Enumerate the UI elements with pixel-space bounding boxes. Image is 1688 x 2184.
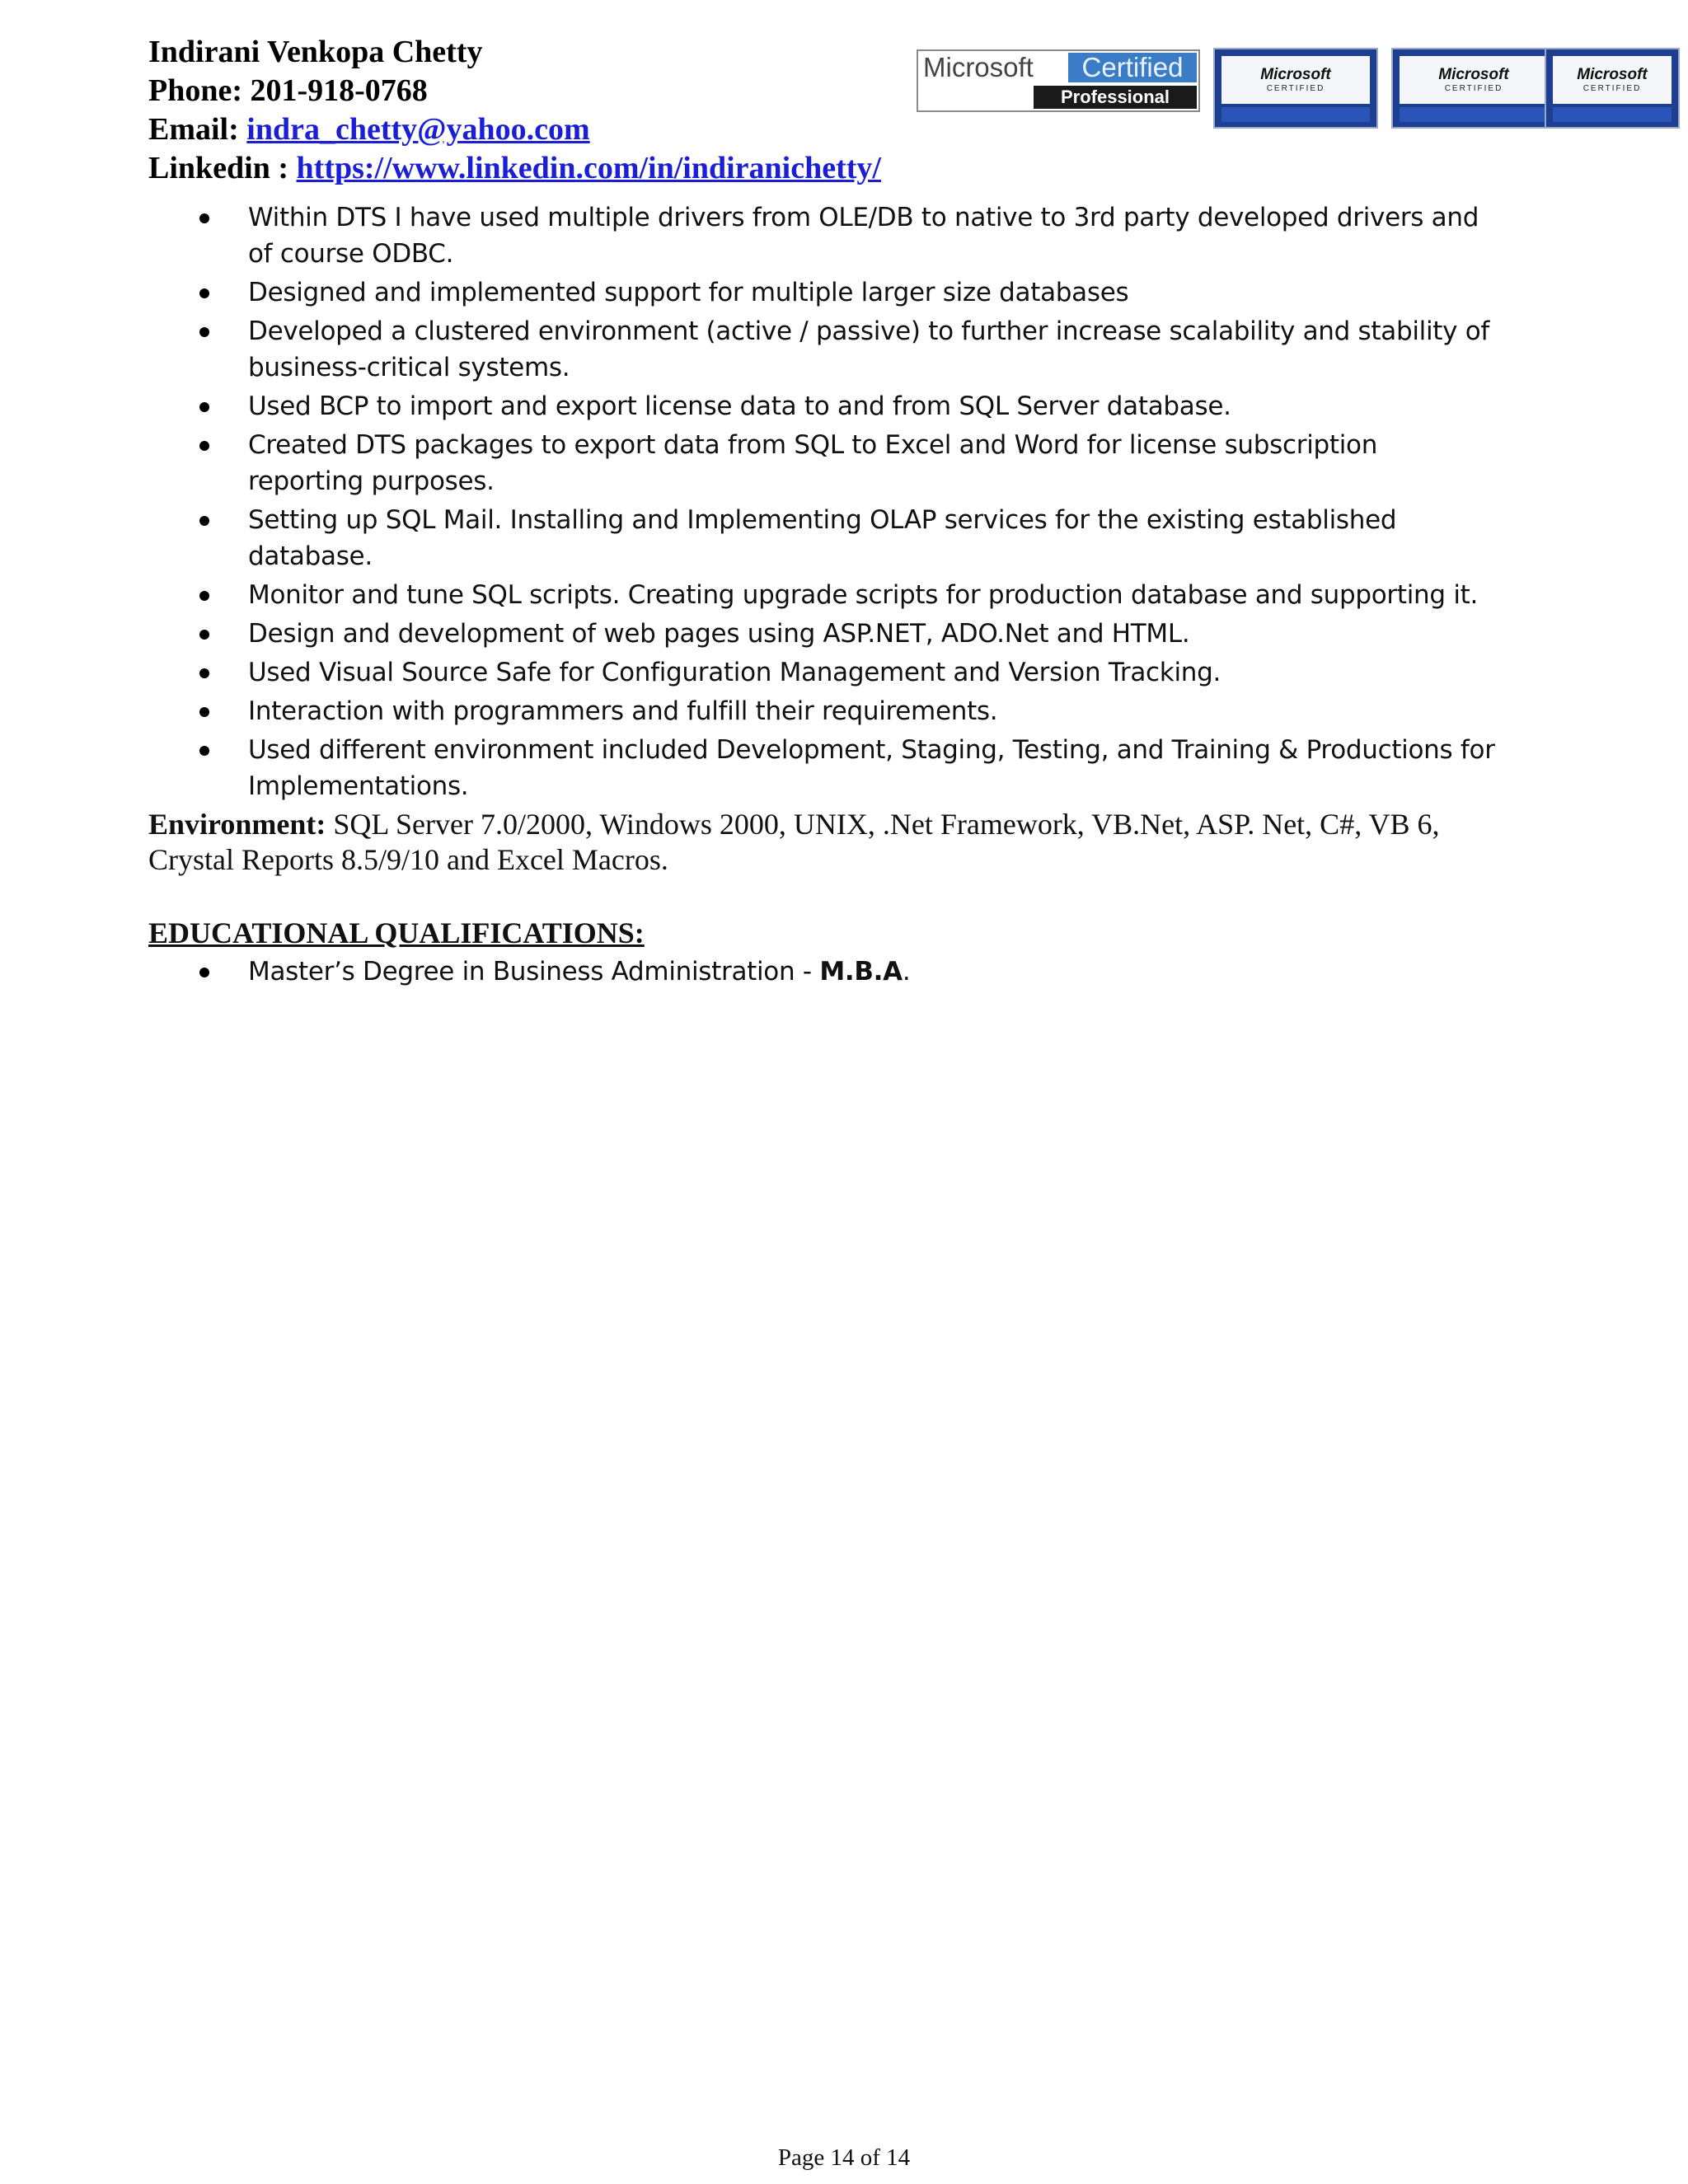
list-item: Developed a clustered environment (active / passive) to further increase scalability and stability of business-critical systems.	[148, 313, 1500, 386]
bullet-icon	[199, 668, 209, 678]
bullet-icon	[199, 402, 209, 412]
mcp-badge-2-logo: Microsoft	[1438, 66, 1509, 83]
degree-text: Master’s Degree in Business Administration -	[248, 957, 820, 987]
linkedin-label: Linkedin :	[148, 151, 289, 185]
bullet-icon	[199, 288, 209, 298]
environment-paragraph	[148, 807, 1484, 878]
linkedin-link[interactable]: https://www.linkedin.com/in/indiranichetty/	[296, 151, 881, 185]
education-list	[148, 954, 1500, 990]
list-item: Used different environment included Development, Staging, Testing, and Training & Productions for Implementations.	[148, 732, 1500, 804]
badge-professional-text: Professional	[1034, 86, 1197, 109]
linkedin-line	[148, 149, 881, 188]
bullet-icon	[199, 516, 209, 526]
environment-label: Environment:	[148, 808, 326, 841]
candidate-name: Indirani Venkopa Chetty	[148, 35, 483, 69]
responsibilities-list	[148, 199, 1500, 804]
mcp-badge-3-logo: Microsoft	[1577, 66, 1648, 83]
page-number: Page 14 of 14	[777, 2144, 911, 2171]
badge-microsoft-text: Microsoft	[923, 52, 1034, 82]
resume-content	[148, 199, 1500, 992]
mcp-badge-1-logo: Microsoft	[1260, 66, 1331, 83]
phone-line	[148, 72, 881, 110]
environment-text: SQL Server 7.0/2000, Windows 2000, UNIX, .Net Framework, VB.Net, ASP. Net, C#, VB 6, Crystal Reports 8.5/9/10 and Excel Macros.	[148, 808, 1440, 876]
badge-certified-text: Certified	[1068, 53, 1197, 82]
bullet-icon	[199, 630, 209, 640]
phone-number: 201-918-0768	[250, 73, 428, 108]
list-item: Within DTS I have used multiple drivers from OLE/DB to native to 3rd party developed drivers and of course ODBC.	[148, 199, 1500, 272]
list-item: Monitor and tune SQL scripts. Creating upgrade scripts for production database and supporting it.	[148, 577, 1500, 613]
list-item: Design and development of web pages using ASP.NET, ADO.Net and HTML.	[148, 616, 1500, 652]
mcp-badge-3	[1545, 48, 1680, 129]
list-item: Master’s Degree in Business Administration - M.B.A.	[148, 954, 1500, 990]
bullet-icon	[199, 327, 209, 337]
bullet-icon	[199, 746, 209, 756]
contact-header	[148, 33, 881, 188]
degree-abbrev: M.B.A	[819, 957, 903, 987]
bullet-icon	[199, 213, 209, 223]
bullet-icon	[199, 968, 209, 977]
phone-label: Phone:	[148, 73, 242, 108]
mcp-badge-3-sub: CERTIFIED	[1582, 84, 1642, 93]
mcp-badge-1	[1213, 48, 1378, 129]
bullet-icon	[199, 441, 209, 451]
list-item: Created DTS packages to export data from SQL to Excel and Word for license subscription reporting purposes.	[148, 427, 1500, 499]
mcp-badge-2	[1391, 48, 1556, 129]
email-line	[148, 110, 881, 149]
certification-badges	[917, 48, 1683, 129]
mcp-badge-2-sub: CERTIFIED	[1444, 84, 1503, 93]
microsoft-certified-professional-logo	[917, 49, 1200, 112]
email-link[interactable]: indra_chetty@yahoo.com	[246, 112, 590, 147]
mcp-badge-1-sub: CERTIFIED	[1266, 84, 1325, 93]
list-item: Interaction with programmers and fulfill their requirements.	[148, 693, 1500, 729]
email-label: Email:	[148, 112, 239, 147]
education-heading: EDUCATIONAL QUALIFICATIONS:	[148, 916, 645, 949]
bullet-icon	[199, 707, 209, 717]
bullet-icon	[199, 591, 209, 601]
list-item: Setting up SQL Mail. Installing and Implementing OLAP services for the existing established database.	[148, 502, 1500, 574]
list-item: Designed and implemented support for multiple larger size databases	[148, 274, 1500, 311]
list-item: Used Visual Source Safe for Configuration Management and Version Tracking.	[148, 654, 1500, 691]
list-item: Used BCP to import and export license data to and from SQL Server database.	[148, 388, 1500, 424]
